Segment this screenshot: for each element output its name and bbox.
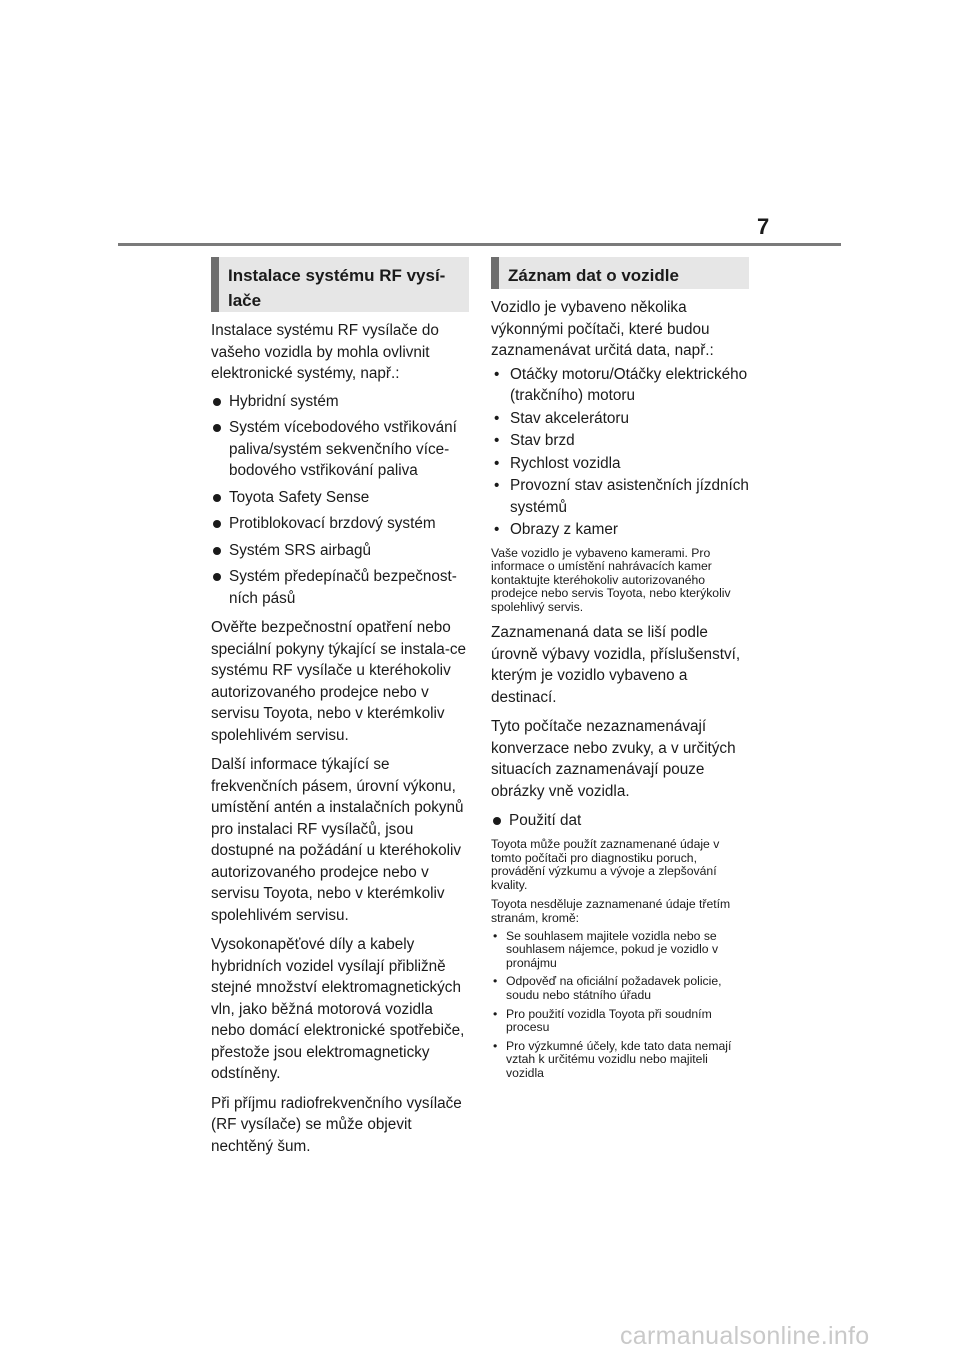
bullet-icon: • <box>493 974 498 989</box>
affected-systems-list <box>211 391 469 610</box>
bullet-icon: • <box>493 1038 498 1053</box>
list-item: • Odpověď na oficiální požadavek policie, soudu nebo státního úřadu <box>493 974 722 1002</box>
section-heading-rf <box>211 257 469 312</box>
bullet-dot-icon <box>213 398 221 406</box>
data-intro: Vozidlo je vybaveno několika výkonnými počítači, které budou zaznamenávat určitá data, např.: <box>491 299 714 359</box>
heading-line-1: Instalace systému RF vysí- <box>228 266 446 285</box>
list-item: • Stav brzd <box>491 430 749 452</box>
bullet-icon: • <box>493 1006 498 1021</box>
rf-intro: Instalace systému RF vysílače do vašeho vozidla by mohla ovlivnit elektronické systémy, např.: <box>211 322 439 382</box>
rf-paragraph-2: Další informace týkající se frekvenčních pásem, úrovní výkonu, umístění antén a instalačních pokynů pro instalaci RF vysílačů, jsou dostupné na požádání u kteréhokoliv autorizovaného prodejce nebo v servisu Toyota, nebo v kterémkoliv spolehlivém servisu. <box>211 756 464 924</box>
usage-note-2: Toyota nesděluje zaznamenané údaje třetím stranám, kromě: <box>491 897 731 925</box>
bullet-dot-icon <box>213 520 221 528</box>
bullet-icon: • <box>494 521 500 538</box>
recorded-data-list <box>491 364 749 541</box>
list-item: • Rychlost vozidla <box>491 453 749 475</box>
bullet-icon: • <box>494 409 500 427</box>
bullet-dot-icon <box>213 494 221 502</box>
bullet-dot-icon <box>213 424 221 432</box>
bullet-dot-icon <box>213 547 221 555</box>
bullet-dot-icon <box>493 817 501 825</box>
list-item: • Otáčky motoru/Otáčky elektrického (trakčního) motoru <box>494 365 748 404</box>
usage-note-1: Toyota může použít zaznamenané údaje v tomto počítači pro diagnostiku poruch, provádění výzkumu a vývoje a zlepšování kvality. <box>491 836 720 892</box>
list-item: • Obrazy z kamer <box>491 519 749 541</box>
rf-paragraph-1: Ověřte bezpečnostní opatření nebo speciální pokyny týkající se instala-ce systému RF vysílače u kteréhokoliv autorizovaného prodejce nebo v servisu Toyota, nebo v kterémkoliv spolehlivém servisu. <box>211 619 467 744</box>
list-item: Systém předepínačů bezpečnost-ních pásů <box>211 566 469 609</box>
watermark: carmanualsonline.info <box>620 1322 870 1350</box>
usage-title: Použití dat <box>491 810 749 832</box>
list-item: • Pro použití vozidla Toyota při soudním procesu <box>493 1006 712 1035</box>
list-item: Protiblokovací brzdový systém <box>211 513 469 535</box>
list-item: Systém SRS airbagů <box>211 540 469 562</box>
rf-paragraph-3: Vysokonapěťové díly a kabely hybridních vozidel vysílají přibližně stejné množství elektromagnetických vln, jako běžná motorová vozidla nebo domácí elektronické spotřebiče, přestože jsou elektromagneticky odstíněny. <box>211 936 465 1082</box>
list-item: • Se souhlasem majitele vozidla nebo se souhlasem nájemce, pokud je vozidlo v pronájmu <box>493 928 719 970</box>
list-item: Hybridní systém <box>211 391 469 413</box>
bullet-icon: • <box>494 454 500 472</box>
list-item: Toyota Safety Sense <box>211 487 469 509</box>
bullet-icon: • <box>494 432 500 449</box>
header-rule <box>118 243 841 246</box>
list-item: • Stav akcelerátoru <box>491 408 749 430</box>
bullet-icon: • <box>494 477 500 494</box>
bullet-icon: • <box>493 928 498 943</box>
camera-note: Vaše vozidlo je vybaveno kamerami. Pro informace o umístění nahrávacích kamer kontaktujte kteréhokoliv autorizovaného prodejce nebo servis Toyota, nebo kterýkoliv spolehlivý servis. <box>491 545 731 614</box>
bullet-icon: • <box>494 365 500 383</box>
list-item: • Provozní stav asistenčních jízdních systémů <box>494 477 749 516</box>
exceptions-list <box>491 930 749 1081</box>
rf-paragraph-4: Při příjmu radiofrekvenčního vysílače (RF vysílače) se může objevit nechtěný šum. <box>211 1094 462 1155</box>
bullet-dot-icon <box>213 573 221 581</box>
right-column <box>491 257 749 1085</box>
list-item: Systém vícebodového vstřikování paliva/systém sekvenčního více-bodového vstřikování paliva <box>211 417 469 482</box>
list-item: • Pro výzkumné účely, kde tato data nemají vztah k určitému vozidlu nebo majiteli vozidla <box>493 1038 732 1080</box>
section-heading-data: Záznam dat o vozidle <box>491 257 749 289</box>
data-paragraph-2: Tyto počítače nezaznamenávají konverzace nebo zvuky, a v určitých situacích zaznamenávají pouze obrázky vně vozidla. <box>491 718 736 800</box>
page-number: 7 <box>757 214 770 239</box>
heading-line-2: lače <box>228 291 262 310</box>
data-paragraph-1: Zaznamenaná data se liší podle úrovně výbavy vozidla, příslušenství, kterým je vozidlo vybaveno a destinací. <box>491 624 741 706</box>
left-column <box>211 257 469 1157</box>
